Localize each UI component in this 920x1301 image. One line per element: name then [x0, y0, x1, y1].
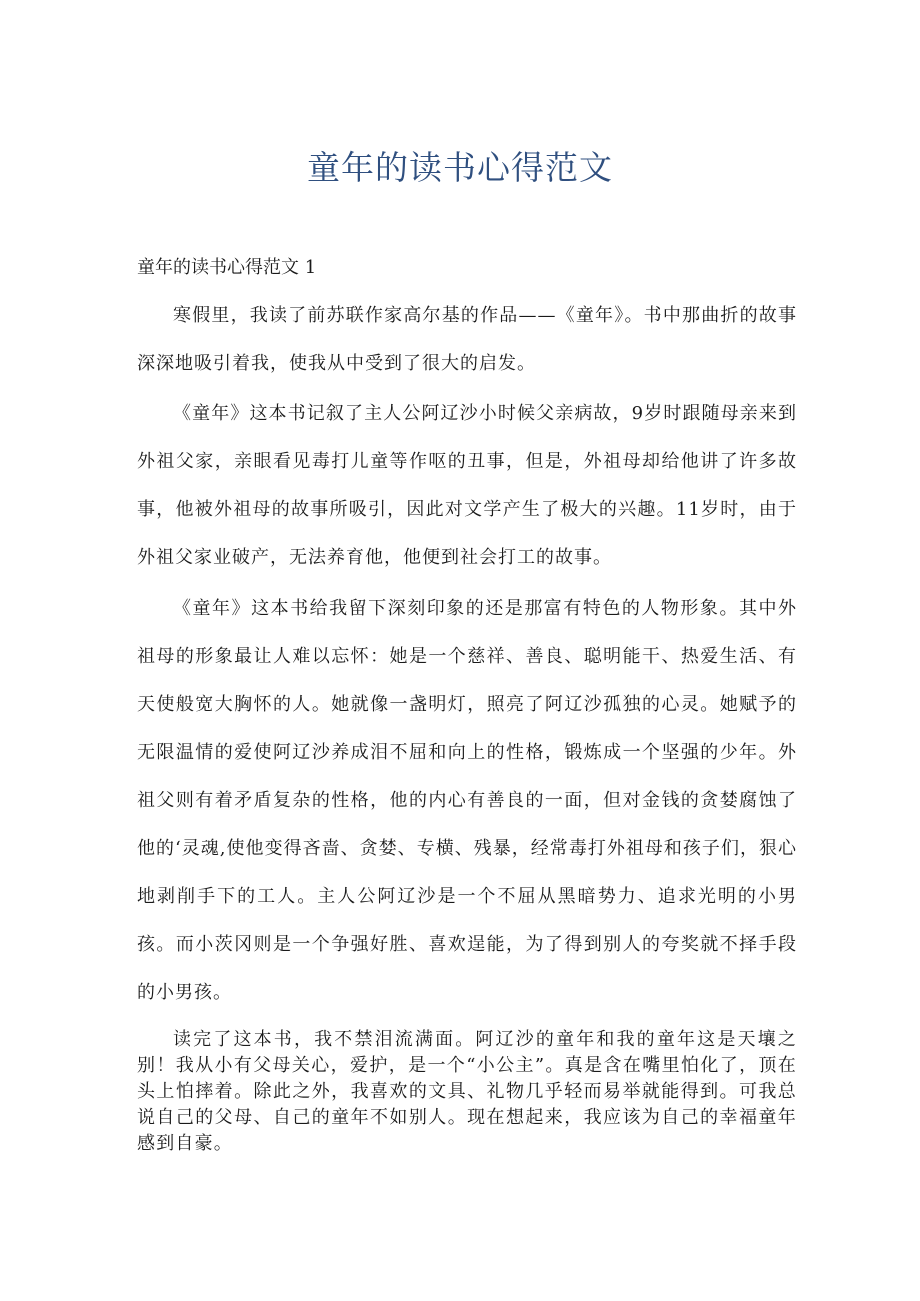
paragraph-1: 寒假里，我读了前苏联作家高尔基的作品——《童年》。书中那曲折的故事深深地吸引着我，使我从中受到了很大的启发。 [137, 305, 797, 374]
document-title: 童年的读书心得范文 [307, 148, 613, 187]
paragraph-4: 读完了这本书，我不禁泪流满面。阿辽沙的童年和我的童年这是天壤之别！我从小有父母关心，爱护，是一个“小公主”。真是含在嘴里怕化了，顶在头上怕摔着。除此之外，我喜欢的文具、礼物几乎轻而易举就能得到。可我总说自己的父母、自己的童年不如别人。现在想起来，我应该为自己的幸福童年感到自豪。 [137, 1029, 797, 1154]
section-heading: 童年的读书心得范文 1 [137, 257, 317, 278]
paragraph-3: 《童年》这本书给我留下深刻印象的还是那富有特色的人物形象。其中外祖母的形象最让人难以忘怀：她是一个慈祥、善良、聪明能干、热爱生活、有天使般宽大胸怀的人。她就像一盏明灯，照亮了阿辽沙孤独的心灵。她赋予的无限温情的爱使阿辽沙养成泪不屈和向上的性格，锻炼成一个坚强的少年。外祖父则有着矛盾复杂的性格，他的内心有善良的一面，但对金钱的贪婪腐蚀了他的‘灵魂,使他变得吝啬、贪婪、专横、残暴，经常毒打外祖母和孩子们，狠心地剥削手下的工人。主人公阿辽沙是一个不屈从黑暗势力、追求光明的小男孩。而小茨冈则是一个争强好胜、喜欢逞能，为了得到别人的夸奖就不择手段的小男孩。 [137, 598, 797, 1003]
paragraph-2: 《童年》这本书记叙了主人公阿辽沙小时候父亲病故，9岁时跟随母亲来到外祖父家，亲眼看见毒打儿童等作呕的丑事，但是，外祖母却给他讲了许多故事，他被外祖母的故事所吸引，因此对文学产生了极大的兴趣。11岁时，由于外祖父家业破产，无法养育他，他便到社会打工的故事。 [137, 403, 797, 568]
